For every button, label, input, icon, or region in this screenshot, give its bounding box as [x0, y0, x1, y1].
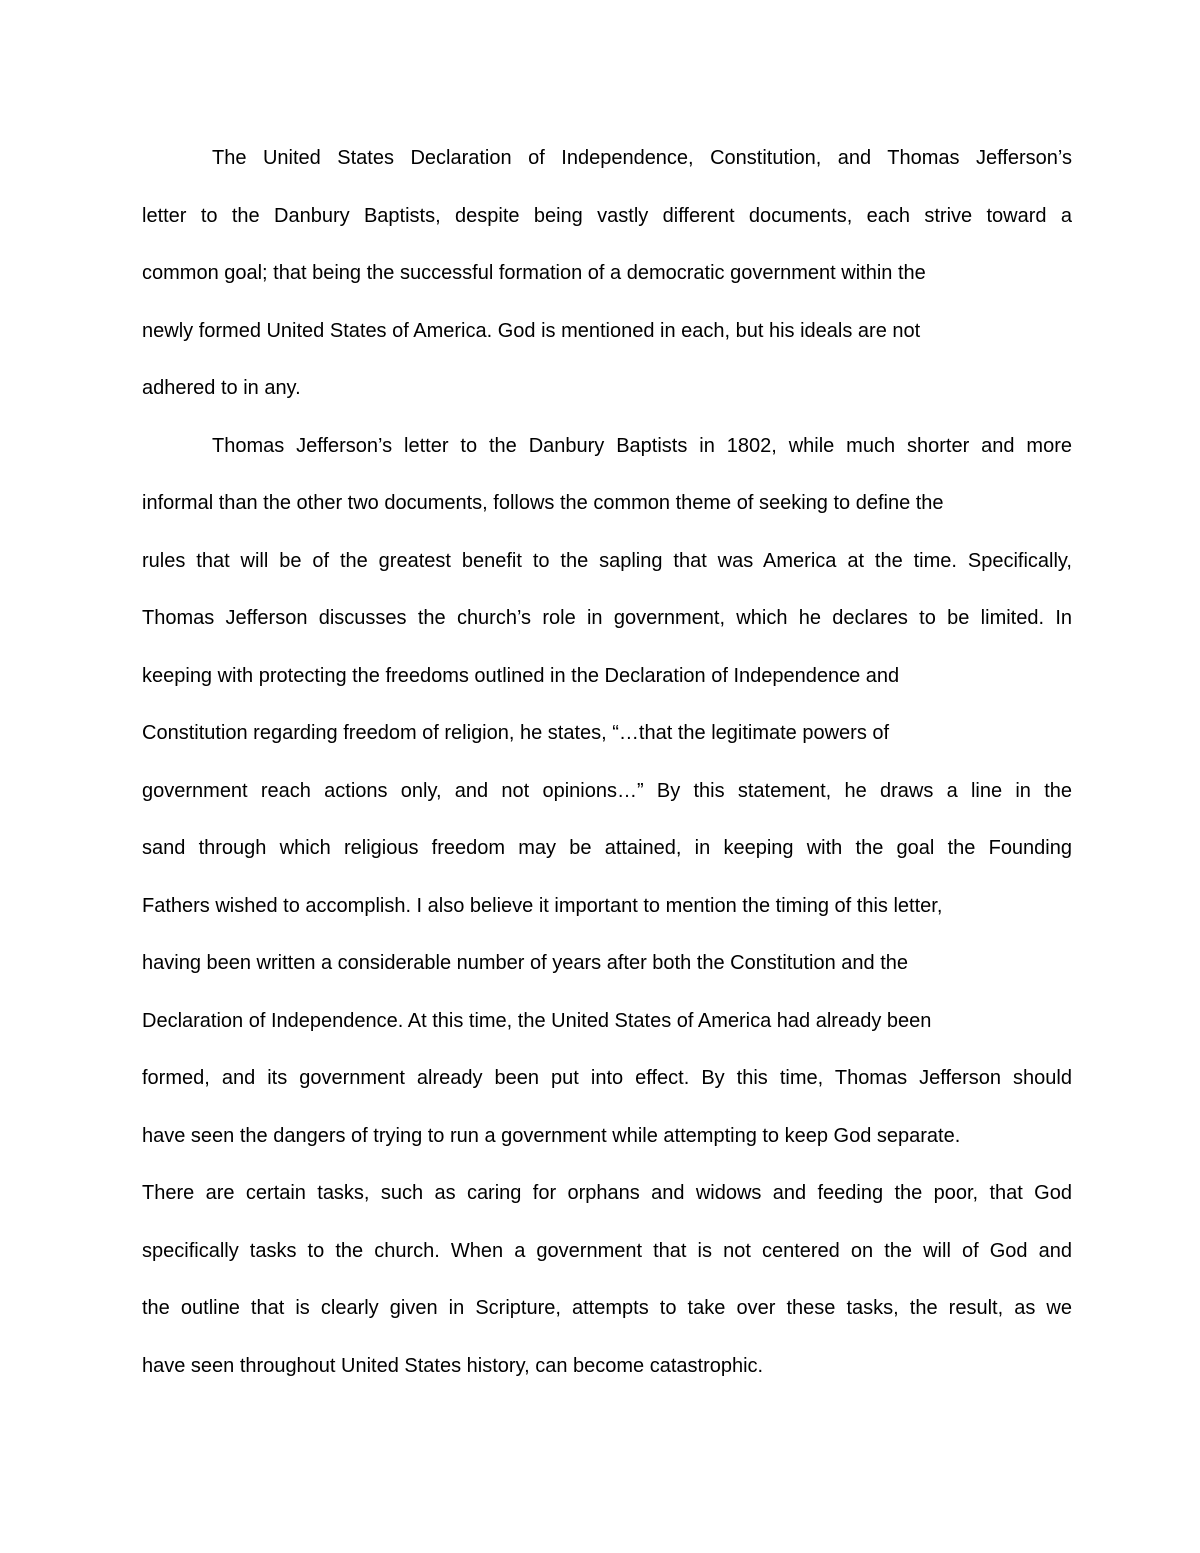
text-line: have seen the dangers of trying to run a government while attempting to keep God separate. — [142, 1124, 961, 1147]
text-line: keeping with protecting the freedoms outlined in the Declaration of Independence and — [142, 664, 900, 687]
text-line: informal than the other two documents, follows the common theme of seeking to define the — [142, 492, 944, 514]
text-line: newly formed United States of America. God is mentioned in each, but his ideals are not — [142, 319, 921, 342]
text-line: Thomas Jefferson’s letter to the Danbury Baptists in 1802, while much shorter and more — [212, 434, 1072, 457]
text-line: Constitution regarding freedom of religion, he states, “…that the legitimate powers of — [142, 722, 890, 744]
text-line: Declaration of Independence. At this time, the United States of America had already been — [142, 1009, 932, 1032]
text-line: common goal; that being the successful formation of a democratic government within the — [142, 262, 926, 284]
text-line: Fathers wished to accomplish. I also believe it important to mention the timing of this letter, — [142, 894, 943, 917]
text-line: The United States Declaration of Independence, Constitution, and Thomas Jefferson’s — [212, 147, 1072, 169]
text-line: having been written a considerable number of years after both the Constitution and the — [142, 952, 909, 974]
text-line: rules that will be of the greatest benefit to the sapling that was America at the time. Specifically, — [142, 549, 1072, 572]
essay-body — [142, 138, 1072, 1403]
text-line: letter to the Danbury Baptists, despite being vastly different documents, each strive toward a — [142, 204, 1072, 227]
text-line: the outline that is clearly given in Scripture, attempts to take over these tasks, the result, as we — [142, 1297, 1072, 1319]
text-line: adhered to in any. — [142, 377, 301, 399]
text-line: specifically tasks to the church. When a government that is not centered on the will of God and — [142, 1239, 1072, 1262]
text-line: government reach actions only, and not opinions…” By this statement, he draws a line in the — [142, 779, 1072, 802]
text-line: There are certain tasks, such as caring for orphans and widows and feeding the poor, that God — [142, 1182, 1072, 1204]
text-line: formed, and its government already been put into effect. By this time, Thomas Jefferson should — [142, 1067, 1072, 1089]
text-line: sand through which religious freedom may be attained, in keeping with the goal the Founding — [142, 837, 1072, 859]
text-line: Thomas Jefferson discusses the church’s role in government, which he declares to be limited. In — [142, 607, 1072, 629]
text-line: have seen throughout United States history, can become catastrophic. — [142, 1354, 764, 1377]
